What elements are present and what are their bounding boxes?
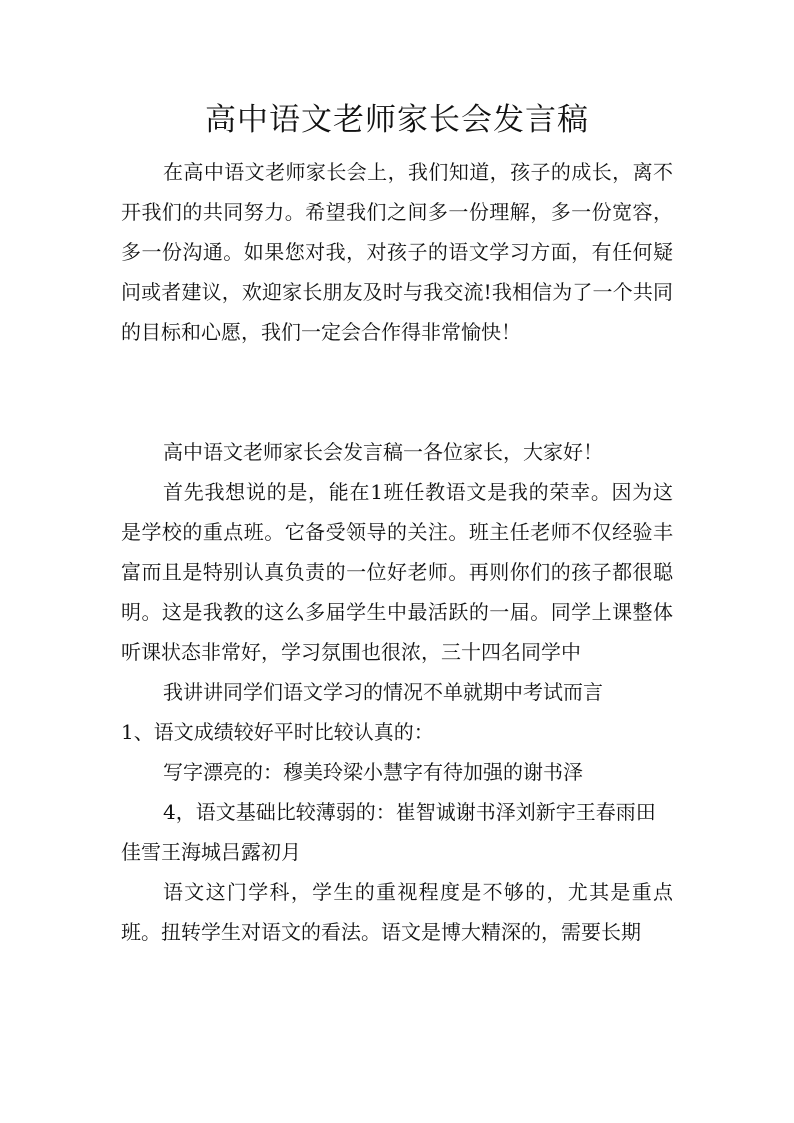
paragraph-good-grades: 1、语文成绩较好平时比较认真的： <box>121 720 434 744</box>
paragraph-intro: 在高中语文老师家长会上，我们知道，孩子的成长，离不开我们的共同努力。希望我们之间多一份理解，多一份宽容，多一份沟通。如果您对我，对孩子的语文学习方面，有任何疑问或者建议，欢迎家长朋友及时与我交流!我相信为了一个共同的目标和心愿，我们一定会合作得非常愉快！ <box>121 160 673 344</box>
paragraph-greeting: 高中语文老师家长会发言稿一各位家长，大家好！ <box>163 440 603 464</box>
paragraph-class-overview: 首先我想说的是，能在1班任教语文是我的荣幸。因为这是学校的重点班。它备受领导的关注。班主任老师不仅经验丰富而且是特别认真负责的一位好老师。再则你们的孩子都很聪明。这是我教的这么多届学生中最活跃的一届。同学上课整体听课状态非常好，学习氛围也很浓，三十四名同学中 <box>121 480 673 664</box>
paragraph-learning-status: 我讲讲同学们语文学习的情况不单就期中考试而言 <box>163 680 603 704</box>
paragraph-weak-foundation: 4，语文基础比较薄弱的：崔智诚谢书泽刘新宇王春雨田 <box>163 800 656 824</box>
document-body <box>121 152 673 952</box>
paragraph-handwriting: 写字漂亮的：穆美玲梁小慧字有待加强的谢书泽 <box>163 760 583 784</box>
document-title: 高中语文老师家长会发言稿 <box>205 102 589 138</box>
paragraph-spacer <box>121 352 673 432</box>
paragraph-names-continued: 佳雪王海城吕露初月 <box>121 840 301 864</box>
paragraph-subject-attitude: 语文这门学科，学生的重视程度是不够的，尤其是重点班。扭转学生对语文的看法。语文是博大精深的，需要长期 <box>121 880 673 944</box>
